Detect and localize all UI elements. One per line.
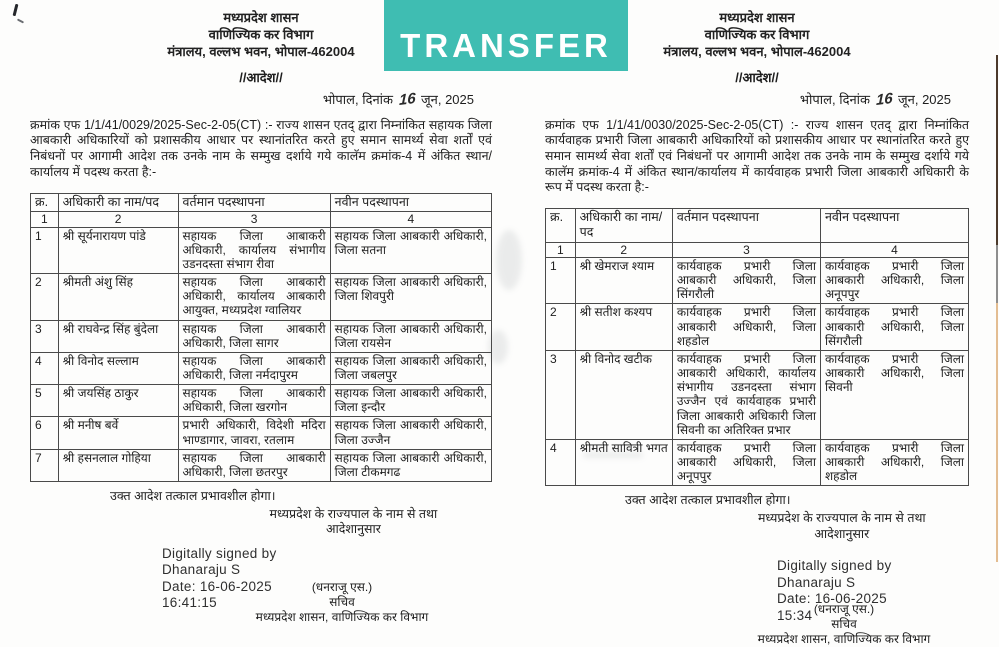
table-cell: सहायक जिला आबकारी अधिकारी, जिला जबलपुर: [330, 352, 491, 384]
right-transfer-order-document: [545, 10, 969, 647]
table-cell: सहायक जिला आबकारी अधिकारी, जिला सागर: [178, 320, 330, 352]
office-address: मंत्रालय, वल्लभ भवन, भोपाल-462004: [167, 43, 355, 59]
table-header-row: [31, 193, 492, 212]
table-cell: कार्यवाहक प्रभारी जिला आबकारी अधिकारी, जिला सिंगरौली: [820, 304, 968, 350]
signer-title: सचिव: [831, 617, 857, 632]
table-cell: कार्यवाहक प्रभारी जिला आबकारी अधिकारी, जिला अनूपपुर: [672, 439, 820, 485]
by-order-line: मध्यप्रदेश के राज्यपाल के नाम से तथा: [757, 510, 926, 525]
transfer-banner-label: TRANSFER: [400, 27, 612, 64]
table-cell: श्री सतीश कश्यप: [575, 304, 672, 350]
transfer-table: [30, 193, 492, 482]
column-header: अधिकारी का नाम/पद: [575, 209, 672, 243]
scan-smudge: [496, 230, 522, 290]
effective-immediately-line: उक्त आदेश तत्काल प्रभावशील होगा।: [110, 489, 276, 504]
place-date-line: [545, 91, 969, 110]
table-cell: श्री विनोद सल्लाम: [58, 352, 178, 384]
column-number-row: [31, 212, 492, 227]
table-cell: श्री हसनलाल गोहिया: [58, 449, 178, 481]
table-cell: कार्यवाहक प्रभारी जिला आबकारी अधिकारी, जिला सिंगरौली: [672, 257, 820, 303]
table-cell: 2: [546, 304, 576, 350]
handwritten-date: 16: [398, 89, 416, 110]
order-heading: //आदेश//: [735, 69, 779, 85]
by-order-line: आदेशानुसार: [814, 526, 870, 541]
column-number: 2: [58, 212, 178, 227]
column-header: वर्तमान पदस्थापना: [178, 193, 330, 212]
table-row: [31, 227, 492, 273]
table-cell: सहायक जिला आबकारी अधिकारी, जिला टीकमगढ: [330, 449, 491, 481]
date-suffix: जून, 2025: [420, 91, 474, 107]
digital-signature-line: Digitally signed by: [162, 545, 277, 561]
table-cell: कार्यवाहक प्रभारी जिला आबकारी अधिकारी, जिला शहडोल: [672, 304, 820, 350]
table-cell: कार्यवाहक प्रभारी जिला आबकारी अधिकारी, जिला शहडोल: [820, 439, 968, 485]
signature-area: [545, 544, 969, 647]
signer-department: मध्यप्रदेश शासन, वाणिज्यिक कर विभाग: [255, 609, 429, 624]
handwritten-date: 16: [875, 89, 893, 110]
signer-name: (धनराजू एस.): [311, 579, 373, 594]
page-edge-artifact: [996, 55, 998, 245]
table-cell: 7: [31, 449, 59, 481]
table-cell: 3: [31, 320, 59, 352]
order-body-paragraph: क्रमांक एफ 1/1/41/0030/2025-Sec-2-05(CT) :- राज्य शासन एतद् द्वारा निम्नांकित कार्यवाहक प्रभारी जिला आबकारी अधिकारियों को प्रशासकीय आधार पर स्थानांतरित करते हुए समान सामर्थ्य सेवा शर्तों एवं निबंधनों पर आगामी आदेश तक उनके नाम के सम्मुख दर्शाये गये कालॅम क्रमांक-4 में अंकित स्थान/कार्यालय में कार्यवाहक प्रभारी जिला आबकारी अधिकारी के रूप में पदस्थ करता है:-: [545, 117, 969, 195]
table-cell: सहायक जिला आबकारी अधिकारी, जिला छतरपुर: [178, 449, 330, 481]
column-header: क्र.: [31, 193, 59, 212]
order-body-paragraph: क्रमांक एफ 1/1/41/0029/2025-Sec-2-05(CT) :- राज्य शासन एतद् द्वारा निम्नांकित सहायक जिला आबकारी अधिकारियों को प्रशासकीय आधार पर स्थानांतरित करते हुए समान सामर्थ्य सेवा शर्तों एवं निबंधनों पर आगामी आदेश तक उनके नाम के सम्मुख दर्शाये गये कालॅम क्रमांक-4 में अंकित स्थान/कार्यालय में पदस्थ करता है:-: [30, 117, 492, 179]
digital-signature-line: 16:41:15: [162, 595, 217, 611]
table-cell: सहायक जिला आबकारी अधिकारी, जिला खरगोन: [178, 385, 330, 417]
column-number: 2: [575, 242, 672, 257]
department-name: वाणिज्यिक कर विभाग: [704, 26, 810, 42]
table-cell: 6: [31, 417, 59, 449]
column-number: 4: [820, 242, 968, 257]
signer-block: [719, 602, 969, 647]
table-cell: सहायक जिला आबकारी अधिकारी, जिला नर्मदापुरम: [178, 352, 330, 384]
table-cell: सहायक जिला आबाकरी अधिकारी, कार्यालय संभागीय उडनदस्ता संभाग रीवा: [178, 227, 330, 273]
column-number: 3: [178, 212, 330, 227]
office-address: मंत्रालय, वल्लभ भवन, भोपाल-462004: [663, 43, 851, 59]
table-cell: सहायक जिला आबकारी अधिकारी, जिला शिवपुरी: [330, 274, 491, 320]
by-order-block: [715, 511, 969, 542]
table-cell: 5: [31, 385, 59, 417]
table-cell: श्री खेमराज श्याम: [575, 257, 672, 303]
table-cell: कार्यवाहक प्रभारी जिला आबकारी अधिकारी, जिला अनूपपुर: [820, 257, 968, 303]
order-heading: //आदेश//: [239, 69, 283, 85]
by-order-line: आदेशानुसार: [325, 522, 381, 537]
signature-area: [30, 540, 492, 635]
transfer-table: [545, 208, 969, 486]
page-edge-artifact: [996, 303, 998, 562]
table-cell: श्री सूर्यनारायण पांडे: [58, 227, 178, 273]
table-cell: 1: [31, 227, 59, 273]
signer-department: मध्यप्रदेश शासन, वाणिज्यिक कर विभाग: [757, 632, 931, 647]
signer-title: सचिव: [329, 594, 355, 609]
department-name: वाणिज्यिक कर विभाग: [208, 26, 314, 42]
table-header-row: [546, 209, 969, 243]
column-header: अधिकारी का नाम/पद: [58, 193, 178, 212]
digital-signature-line: Dhanaraju S: [777, 574, 856, 590]
table-cell: कार्यवाहक प्रभारी जिला आबकारी अधिकारी, कार्यालय संभागीय उडनदस्ता संभाग उज्जैन एवं कार्यवाहक प्रभारी जिला आबकारी अधिकारी जिला सिवनी का अतिरिक्त प्रभार: [672, 350, 820, 439]
table-row: [31, 352, 492, 384]
table-row: [546, 439, 969, 485]
table-row: [31, 385, 492, 417]
table-row: [31, 449, 492, 481]
digital-signature-line: Digitally signed by: [777, 558, 892, 574]
place-date-prefix: भोपाल, दिनांक: [322, 91, 394, 107]
left-transfer-order-document: [30, 10, 492, 635]
table-row: [546, 304, 969, 350]
digital-signature-line: Dhanaraju S: [162, 562, 241, 578]
place-date-prefix: भोपाल, दिनांक: [799, 91, 871, 107]
column-header: क्र.: [546, 209, 576, 243]
table-row: [546, 257, 969, 303]
table-cell: श्री जयसिंह ठाकुर: [58, 385, 178, 417]
table-cell: सहायक जिला आबकारी अधिकारी, जिला इन्दौर: [330, 385, 491, 417]
digital-signature-line: Date: 16-06-2025: [162, 578, 272, 594]
column-header: नवीन पदस्थापना: [820, 209, 968, 243]
table-cell: सहायक जिला आबकारी अधिकारी, जिला रायसेन: [330, 320, 491, 352]
column-number: 1: [546, 242, 576, 257]
table-row: [31, 274, 492, 320]
table-cell: प्रभारी अधिकारी, विदेशी मदिरा भाण्डागार, जावरा, रतलाम: [178, 417, 330, 449]
effective-immediately-line: उक्त आदेश तत्काल प्रभावशील होगा।: [625, 493, 791, 508]
column-header: वर्तमान पदस्थापना: [672, 209, 820, 243]
table-cell: कार्यवाहक प्रभारी जिला आबकारी अधिकारी, जिला सिवनी: [820, 350, 968, 439]
table-cell: श्रीमती अंशु सिंह: [58, 274, 178, 320]
digital-signature-line: Date: 16-06-2025: [777, 591, 887, 607]
table-cell: श्री मनीष बर्वे: [58, 417, 178, 449]
table-row: [546, 350, 969, 439]
column-number: 1: [31, 212, 59, 227]
column-number: 3: [672, 242, 820, 257]
table-cell: सहायक जिला आबकारी अधिकारी, जिला सतना: [330, 227, 491, 273]
table-row: [31, 320, 492, 352]
column-number: 4: [330, 212, 491, 227]
by-order-line: मध्यप्रदेश के राज्यपाल के नाम से तथा: [269, 506, 438, 521]
table-cell: 1: [546, 257, 576, 303]
column-header: नवीन पदस्थापना: [330, 193, 491, 212]
table-cell: श्री राघवेन्द्र सिंह बुंदेला: [58, 320, 178, 352]
digital-signature-line: 15:34: [777, 607, 813, 623]
table-cell: 4: [546, 439, 576, 485]
table-cell: 2: [31, 274, 59, 320]
table-cell: 3: [546, 350, 576, 439]
signer-block: [222, 580, 462, 625]
pen-stroke-mark: [17, 18, 24, 23]
column-number-row: [546, 242, 969, 257]
table-cell: श्रीमती सावित्री भगत: [575, 439, 672, 485]
table-cell: 4: [31, 352, 59, 384]
transfer-banner: [384, 0, 628, 71]
government-name: मध्यप्रदेश शासन: [719, 10, 795, 25]
government-name: मध्यप्रदेश शासन: [223, 10, 299, 25]
page-edge-artifact: [996, 245, 998, 303]
place-date-line: [30, 91, 492, 110]
by-order-block: [215, 507, 492, 538]
table-cell: सहायक जिला आबकारी अधिकारी, कार्यालय आबकारी आयुक्त, मध्यप्रदेश ग्वालियर: [178, 274, 330, 320]
table-cell: सहायक जिला आबकारी अधिकारी, जिला उज्जैन: [330, 417, 491, 449]
pen-stroke-mark: [13, 4, 19, 16]
table-cell: श्री विनोद खटीक: [575, 350, 672, 439]
date-suffix: जून, 2025: [897, 91, 951, 107]
signer-name: (धनराजू एस.): [813, 602, 875, 617]
table-row: [31, 417, 492, 449]
